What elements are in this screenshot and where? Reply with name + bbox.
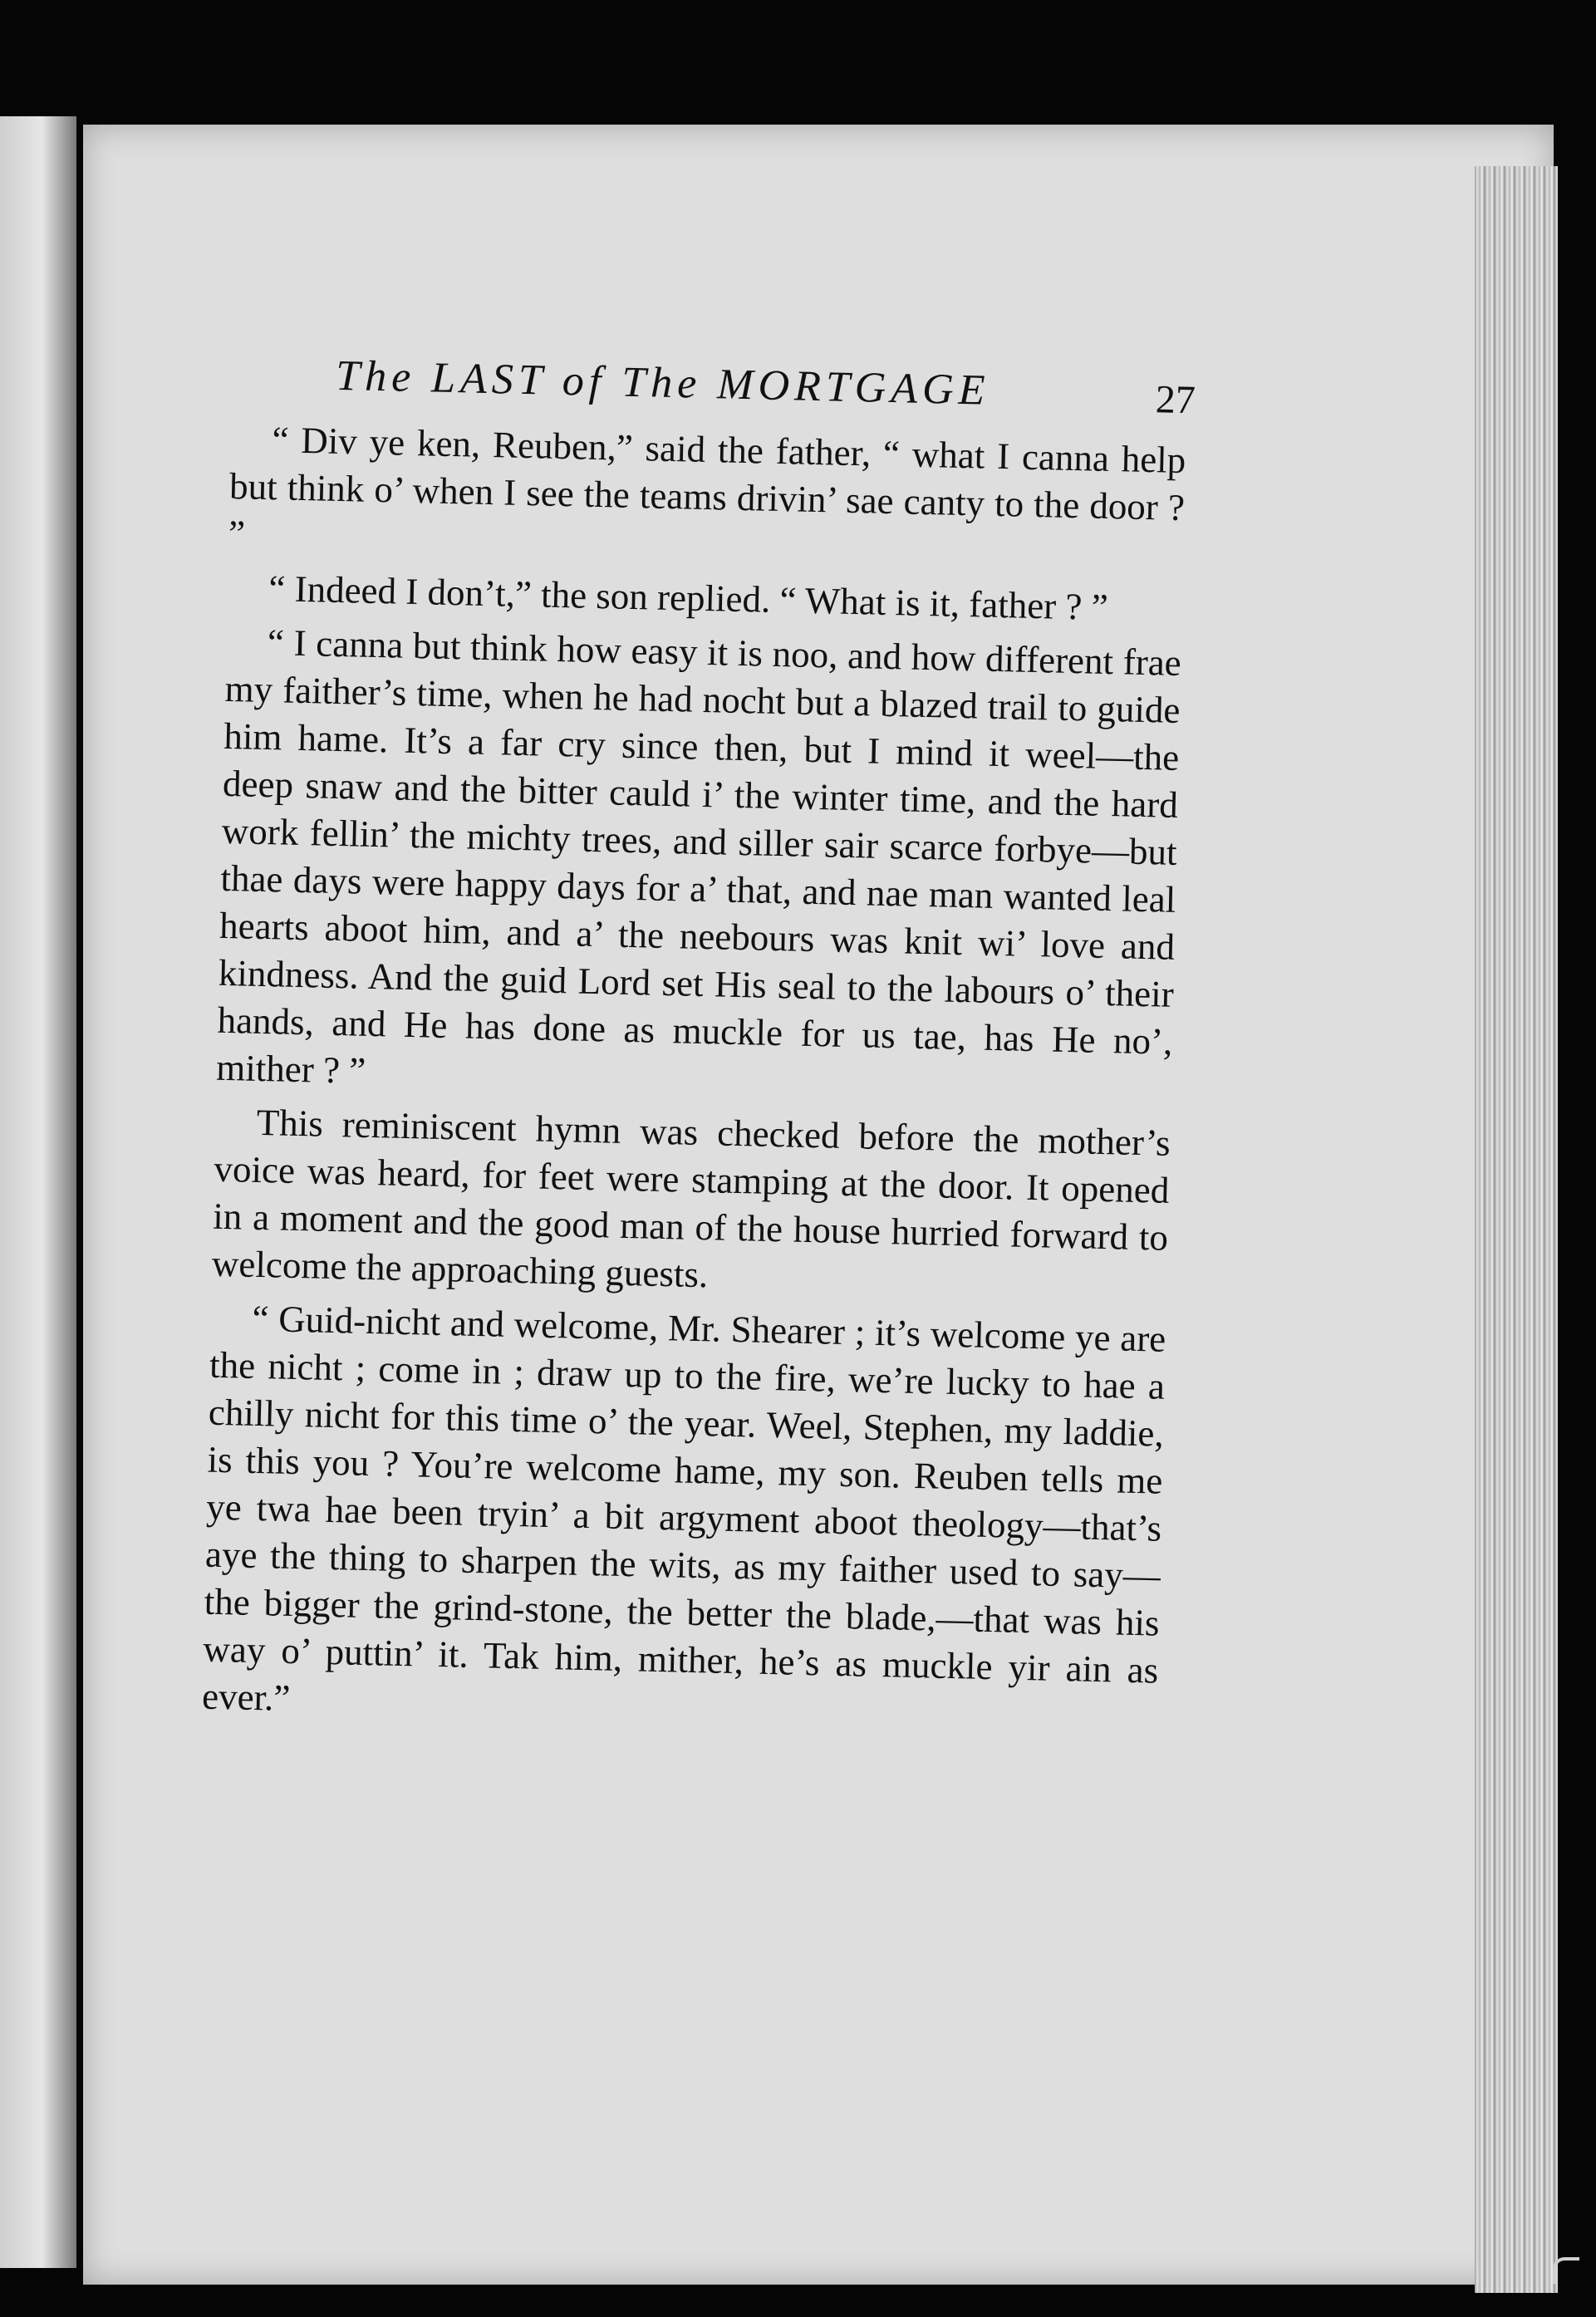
page-stack-edges: [1475, 166, 1558, 2293]
paragraph: “ Guid-nicht and welcome, Mr. Shearer ; it’s welcome ye are the nicht ; come in ; draw up to the fire, we’re lucky to hae a chilly nicht for this time o’ the year. Weel, Stephen, my laddie, is this you ? You’re welcome hame, my son. Reuben tells me ye twa hae been tryin’ a bit argyment aboot theology—that’s aye the thing to sharpen the wits, as my faither used to say—the bigger the grind-stone, the better the blade,—that was his way o’ puttin’ it. Tak him, mither, he’s as muckle yir ain as ever.”: [201, 1297, 1166, 1719]
running-head-title: The LAST of The MORTGAGE: [335, 351, 991, 415]
paragraph: This reminiscent hymn was checked before the mother’s voice was heard, for feet were stamping at the door. It opened in a moment and the good man of the house hurried forward to welcome the approaching guests.: [211, 1101, 1171, 1296]
corner-artifact: [1553, 2257, 1579, 2284]
paragraph: “ I canna but think how easy it is noo, and how different frae my faither’s time, when he had nocht but a blazed trail to guide him hame. It’s a far cry since then, but I mind it weel—the deep snaw and the bitter cauld i’ the winter time, and the hard work fellin’ the michty trees, and siller sair scarce forbye—but thae days were happy days for a’ that, and nae man wanted leal hearts aboot him, and a’ the neebours was knit wi’ love and kindness. And the guid Lord set His seal to the labours o’ their hands, and He has done as muckle for us tae, has He no’, mither ? ”: [215, 621, 1182, 1092]
paragraph: “ Indeed I don’t,” the son replied. “ What is it, father ? ”: [268, 567, 1109, 628]
page-text-block: [201, 349, 1196, 1749]
paragraph: “ Div ye ken, Reuben,” said the father, “ what I canna help but think o’ when I see the teams drivin’ sae canty to the door ? ”: [228, 419, 1186, 555]
page-number: 27: [1155, 377, 1196, 423]
facing-page-edge: [0, 116, 76, 2268]
